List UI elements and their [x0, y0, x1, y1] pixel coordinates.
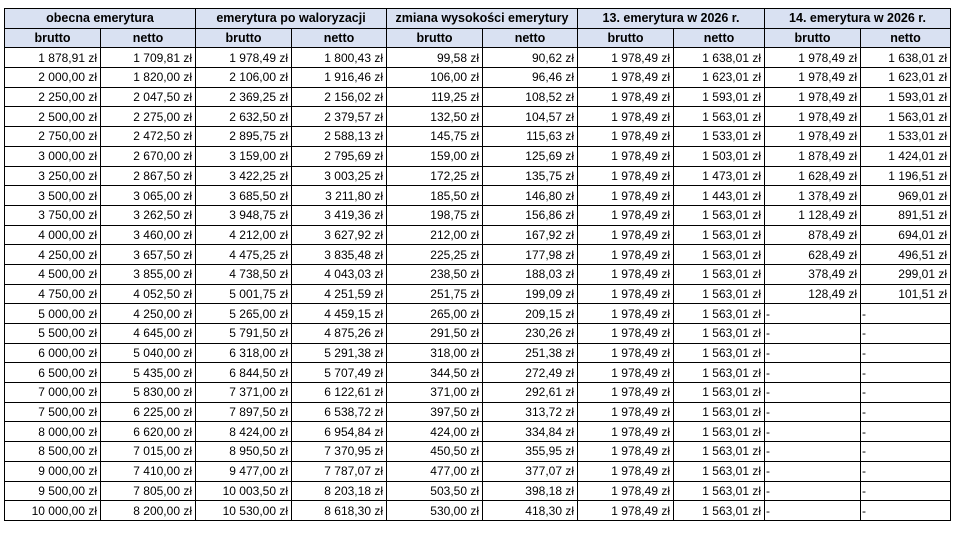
table-cell: 969,01 zł — [861, 186, 951, 206]
table-cell: 3 685,50 zł — [196, 186, 292, 206]
table-cell: 1 638,01 zł — [674, 48, 765, 68]
table-cell: 2 670,00 zł — [101, 146, 196, 166]
header-emerytura-po-waloryzacji: emerytura po waloryzacji — [196, 9, 387, 29]
table-cell: - — [765, 481, 861, 501]
table-cell: 503,50 zł — [387, 481, 483, 501]
table-cell: - — [765, 363, 861, 383]
table-cell: 292,61 zł — [483, 383, 578, 403]
table-cell: 5 435,00 zł — [101, 363, 196, 383]
table-row — [5, 166, 951, 186]
table-cell: 5 001,75 zł — [196, 284, 292, 304]
table-cell: 6 620,00 zł — [101, 422, 196, 442]
table-cell: 145,75 zł — [387, 127, 483, 147]
table-cell: - — [861, 402, 951, 422]
table-cell: - — [861, 501, 951, 521]
table-cell: 1 563,01 zł — [674, 422, 765, 442]
table-cell: 6 225,00 zł — [101, 402, 196, 422]
table-cell: 1 978,49 zł — [578, 245, 674, 265]
column-header: brutto — [5, 28, 101, 48]
table-cell: 2 275,00 zł — [101, 107, 196, 127]
table-cell: 1 563,01 zł — [674, 107, 765, 127]
table-cell: 4 500,00 zł — [5, 264, 101, 284]
table-cell: 4 875,26 zł — [292, 324, 387, 344]
table-body — [5, 48, 951, 521]
table-cell: 2 750,00 zł — [5, 127, 101, 147]
table-cell: 2 795,69 zł — [292, 146, 387, 166]
table-row — [5, 245, 951, 265]
table-cell: 3 855,00 zł — [101, 264, 196, 284]
table-cell: 1 978,49 zł — [765, 68, 861, 88]
table-row — [5, 324, 951, 344]
table-cell: 1 978,49 zł — [578, 383, 674, 403]
table-cell: 90,62 zł — [483, 48, 578, 68]
column-header: netto — [483, 28, 578, 48]
table-cell: - — [765, 343, 861, 363]
table-cell: 1 563,01 zł — [674, 225, 765, 245]
table-row — [5, 284, 951, 304]
table-cell: 9 000,00 zł — [5, 461, 101, 481]
table-cell: - — [861, 442, 951, 462]
table-cell: 2 500,00 zł — [5, 107, 101, 127]
table-cell: 1 196,51 zł — [861, 166, 951, 186]
table-cell: 198,75 zł — [387, 205, 483, 225]
table-cell: 6 122,61 zł — [292, 383, 387, 403]
table-cell: 96,46 zł — [483, 68, 578, 88]
table-cell: 7 015,00 zł — [101, 442, 196, 462]
table-cell: - — [765, 422, 861, 442]
table-cell: - — [765, 383, 861, 403]
table-cell: 5 040,00 zł — [101, 343, 196, 363]
table-cell: 4 250,00 zł — [101, 304, 196, 324]
table-row — [5, 107, 951, 127]
table-cell: 1 978,49 zł — [578, 48, 674, 68]
table-row — [5, 68, 951, 88]
column-header: brutto — [196, 28, 292, 48]
table-cell: - — [861, 324, 951, 344]
table-cell: 230,26 zł — [483, 324, 578, 344]
table-cell: 1 978,49 zł — [578, 264, 674, 284]
table-cell: 1 563,01 zł — [674, 383, 765, 403]
table-cell: 1 978,49 zł — [578, 501, 674, 521]
table-cell: 1 563,01 zł — [674, 363, 765, 383]
table-cell: 2 867,50 zł — [101, 166, 196, 186]
table-cell: 694,01 zł — [861, 225, 951, 245]
table-cell: 398,18 zł — [483, 481, 578, 501]
table-cell: 1 978,49 zł — [578, 146, 674, 166]
table-cell: 418,30 zł — [483, 501, 578, 521]
table-cell: 1 563,01 zł — [674, 481, 765, 501]
table-cell: 8 950,50 zł — [196, 442, 292, 462]
table-cell: 172,25 zł — [387, 166, 483, 186]
header-13-emerytura: 13. emerytura w 2026 r. — [578, 9, 765, 29]
table-cell: 1 978,49 zł — [578, 87, 674, 107]
column-header: netto — [292, 28, 387, 48]
pension-table — [4, 8, 951, 521]
table-cell: 1 563,01 zł — [674, 442, 765, 462]
table-cell: 4 459,15 zł — [292, 304, 387, 324]
header-obecna-emerytura: obecna emerytura — [5, 9, 196, 29]
table-cell: 209,15 zł — [483, 304, 578, 324]
table-cell: 8 500,00 zł — [5, 442, 101, 462]
table-cell: 3 835,48 zł — [292, 245, 387, 265]
column-header: netto — [674, 28, 765, 48]
table-cell: - — [765, 461, 861, 481]
table-cell: 177,98 zł — [483, 245, 578, 265]
column-header: netto — [101, 28, 196, 48]
table-cell: 5 265,00 zł — [196, 304, 292, 324]
table-cell: 188,03 zł — [483, 264, 578, 284]
table-cell: 1 378,49 zł — [765, 186, 861, 206]
header-zmiana-wysokosci: zmiana wysokości emerytury — [387, 9, 578, 29]
table-cell: - — [765, 324, 861, 344]
table-row — [5, 501, 951, 521]
table-cell: 344,50 zł — [387, 363, 483, 383]
table-cell: 9 477,00 zł — [196, 461, 292, 481]
column-header: netto — [861, 28, 951, 48]
table-cell: 125,69 zł — [483, 146, 578, 166]
table-cell: 185,50 zł — [387, 186, 483, 206]
table-cell: 7 410,00 zł — [101, 461, 196, 481]
table-cell: 4 738,50 zł — [196, 264, 292, 284]
table-cell: 7 897,50 zł — [196, 402, 292, 422]
table-cell: 8 200,00 zł — [101, 501, 196, 521]
table-cell: 199,09 zł — [483, 284, 578, 304]
table-cell: 424,00 zł — [387, 422, 483, 442]
table-cell: 6 954,84 zł — [292, 422, 387, 442]
table-row — [5, 225, 951, 245]
table-row — [5, 127, 951, 147]
table-cell: 1 978,49 zł — [578, 442, 674, 462]
table-row — [5, 481, 951, 501]
table-cell: 891,51 zł — [861, 205, 951, 225]
table-cell: 119,25 zł — [387, 87, 483, 107]
table-cell: 212,00 zł — [387, 225, 483, 245]
table-cell: 628,49 zł — [765, 245, 861, 265]
table-cell: 1 800,43 zł — [292, 48, 387, 68]
table-cell: 477,00 zł — [387, 461, 483, 481]
table-cell: 132,50 zł — [387, 107, 483, 127]
table-row — [5, 422, 951, 442]
table-cell: 8 618,30 zł — [292, 501, 387, 521]
table-cell: 108,52 zł — [483, 87, 578, 107]
table-cell: 878,49 zł — [765, 225, 861, 245]
table-cell: 3 003,25 zł — [292, 166, 387, 186]
table-cell: 9 500,00 zł — [5, 481, 101, 501]
table-cell: 355,95 zł — [483, 442, 578, 462]
table-cell: 1 978,49 zł — [578, 127, 674, 147]
table-cell: 1 443,01 zł — [674, 186, 765, 206]
table-cell: 1 978,49 zł — [578, 343, 674, 363]
table-cell: - — [861, 461, 951, 481]
table-cell: 4 251,59 zł — [292, 284, 387, 304]
table-cell: 1 533,01 zł — [674, 127, 765, 147]
table-cell: 8 203,18 zł — [292, 481, 387, 501]
table-row — [5, 304, 951, 324]
column-header: brutto — [387, 28, 483, 48]
table-cell: - — [861, 422, 951, 442]
table-cell: 3 500,00 zł — [5, 186, 101, 206]
table-cell: 251,75 zł — [387, 284, 483, 304]
table-cell: 5 791,50 zł — [196, 324, 292, 344]
table-cell: - — [861, 481, 951, 501]
table-cell: 251,38 zł — [483, 343, 578, 363]
table-cell: 318,00 zł — [387, 343, 483, 363]
table-row — [5, 343, 951, 363]
table-cell: 1 978,49 zł — [196, 48, 292, 68]
column-header: brutto — [578, 28, 674, 48]
table-row — [5, 264, 951, 284]
table-cell: 377,07 zł — [483, 461, 578, 481]
column-header: brutto — [765, 28, 861, 48]
table-cell: 1 978,49 zł — [765, 87, 861, 107]
table-cell: - — [765, 501, 861, 521]
table-cell: 1 916,46 zł — [292, 68, 387, 88]
table-cell: 2 588,13 zł — [292, 127, 387, 147]
table-row — [5, 402, 951, 422]
table-cell: 6 844,50 zł — [196, 363, 292, 383]
table-cell: 2 156,02 zł — [292, 87, 387, 107]
table-cell: - — [765, 304, 861, 324]
table-cell: 2 000,00 zł — [5, 68, 101, 88]
table-cell: 7 000,00 zł — [5, 383, 101, 403]
table-cell: 2 379,57 zł — [292, 107, 387, 127]
table-cell: 4 250,00 zł — [5, 245, 101, 265]
table-cell: 115,63 zł — [483, 127, 578, 147]
table-row — [5, 48, 951, 68]
table-row — [5, 461, 951, 481]
table-cell: 1 978,49 zł — [578, 481, 674, 501]
table-cell: 265,00 zł — [387, 304, 483, 324]
table-cell: 6 000,00 zł — [5, 343, 101, 363]
table-cell: 378,49 zł — [765, 264, 861, 284]
table-cell: 1 424,01 zł — [861, 146, 951, 166]
table-cell: 128,49 zł — [765, 284, 861, 304]
table-cell: 135,75 zł — [483, 166, 578, 186]
table-cell: 1 820,00 zł — [101, 68, 196, 88]
table-cell: 3 262,50 zł — [101, 205, 196, 225]
table-cell: 7 371,00 zł — [196, 383, 292, 403]
table-cell: 1 978,49 zł — [765, 48, 861, 68]
table-cell: 101,51 zł — [861, 284, 951, 304]
table-cell: 4 212,00 zł — [196, 225, 292, 245]
table-cell: 238,50 zł — [387, 264, 483, 284]
table-cell: 3 460,00 zł — [101, 225, 196, 245]
table-cell: 1 978,49 zł — [578, 422, 674, 442]
table-cell: 4 000,00 zł — [5, 225, 101, 245]
pension-table-container — [4, 8, 951, 521]
table-cell: 5 707,49 zł — [292, 363, 387, 383]
table-cell: - — [861, 304, 951, 324]
table-cell: 4 475,25 zł — [196, 245, 292, 265]
table-row — [5, 146, 951, 166]
table-cell: 7 370,95 zł — [292, 442, 387, 462]
table-cell: 3 948,75 zł — [196, 205, 292, 225]
table-cell: 1 978,49 zł — [578, 461, 674, 481]
table-cell: 6 318,00 zł — [196, 343, 292, 363]
table-cell: 1 978,49 zł — [578, 186, 674, 206]
table-cell: - — [861, 343, 951, 363]
table-cell: 3 065,00 zł — [101, 186, 196, 206]
table-cell: 106,00 zł — [387, 68, 483, 88]
table-cell: 1 563,01 zł — [674, 501, 765, 521]
table-cell: 1 593,01 zł — [674, 87, 765, 107]
table-cell: 2 369,25 zł — [196, 87, 292, 107]
table-cell: 1 128,49 zł — [765, 205, 861, 225]
table-cell: 1 978,49 zł — [578, 107, 674, 127]
header-sub-row — [5, 28, 951, 48]
table-cell: 10 003,50 zł — [196, 481, 292, 501]
table-cell: 1 563,01 zł — [674, 245, 765, 265]
table-cell: 4 750,00 zł — [5, 284, 101, 304]
table-cell: - — [765, 402, 861, 422]
table-cell: - — [765, 442, 861, 462]
table-cell: 1 978,49 zł — [578, 402, 674, 422]
table-cell: 3 627,92 zł — [292, 225, 387, 245]
table-cell: 2 047,50 zł — [101, 87, 196, 107]
table-cell: 4 043,03 zł — [292, 264, 387, 284]
table-cell: 7 805,00 zł — [101, 481, 196, 501]
table-cell: 1 638,01 zł — [861, 48, 951, 68]
table-cell: 1 563,01 zł — [674, 205, 765, 225]
table-cell: 1 978,49 zł — [578, 324, 674, 344]
table-cell: 10 530,00 zł — [196, 501, 292, 521]
table-cell: 1 563,01 zł — [861, 107, 951, 127]
table-cell: - — [861, 363, 951, 383]
table-cell: 1 978,49 zł — [765, 127, 861, 147]
table-cell: 5 000,00 zł — [5, 304, 101, 324]
table-cell: 1 628,49 zł — [765, 166, 861, 186]
table-cell: 5 500,00 zł — [5, 324, 101, 344]
table-cell: 1 978,49 zł — [578, 363, 674, 383]
table-cell: 3 657,50 zł — [101, 245, 196, 265]
table-cell: 5 830,00 zł — [101, 383, 196, 403]
table-cell: 291,50 zł — [387, 324, 483, 344]
table-cell: 1 978,49 zł — [578, 166, 674, 186]
table-cell: 313,72 zł — [483, 402, 578, 422]
table-cell: 3 211,80 zł — [292, 186, 387, 206]
table-cell: 496,51 zł — [861, 245, 951, 265]
table-cell: 1 709,81 zł — [101, 48, 196, 68]
table-cell: 167,92 zł — [483, 225, 578, 245]
table-cell: 1 623,01 zł — [674, 68, 765, 88]
table-cell: 299,01 zł — [861, 264, 951, 284]
table-cell: 397,50 zł — [387, 402, 483, 422]
table-cell: 156,86 zł — [483, 205, 578, 225]
table-cell: 6 500,00 zł — [5, 363, 101, 383]
table-cell: 99,58 zł — [387, 48, 483, 68]
table-cell: 3 000,00 zł — [5, 146, 101, 166]
table-cell: 4 645,00 zł — [101, 324, 196, 344]
header-14-emerytura: 14. emerytura w 2026 r. — [765, 9, 951, 29]
table-cell: 8 424,00 zł — [196, 422, 292, 442]
table-cell: 1 978,49 zł — [578, 304, 674, 324]
table-cell: 2 472,50 zł — [101, 127, 196, 147]
table-cell: 1 623,01 zł — [861, 68, 951, 88]
table-row — [5, 442, 951, 462]
table-cell: 1 563,01 zł — [674, 343, 765, 363]
table-cell: 1 978,49 zł — [578, 225, 674, 245]
table-cell: 1 473,01 zł — [674, 166, 765, 186]
table-cell: 4 052,50 zł — [101, 284, 196, 304]
table-cell: 1 978,49 zł — [765, 107, 861, 127]
table-cell: 1 978,49 zł — [578, 68, 674, 88]
table-cell: 1 533,01 zł — [861, 127, 951, 147]
table-cell: - — [861, 383, 951, 403]
table-cell: 450,50 zł — [387, 442, 483, 462]
table-cell: 1 978,49 zł — [578, 284, 674, 304]
table-cell: 8 000,00 zł — [5, 422, 101, 442]
table-row — [5, 186, 951, 206]
table-cell: 1 563,01 zł — [674, 402, 765, 422]
table-cell: 1 563,01 zł — [674, 264, 765, 284]
table-cell: 1 563,01 zł — [674, 324, 765, 344]
table-cell: 272,49 zł — [483, 363, 578, 383]
table-cell: 1 878,49 zł — [765, 146, 861, 166]
table-cell: 225,25 zł — [387, 245, 483, 265]
table-cell: 2 106,00 zł — [196, 68, 292, 88]
table-cell: 7 500,00 zł — [5, 402, 101, 422]
table-cell: 159,00 zł — [387, 146, 483, 166]
table-cell: 3 419,36 zł — [292, 205, 387, 225]
table-cell: 146,80 zł — [483, 186, 578, 206]
table-cell: 1 503,01 zł — [674, 146, 765, 166]
table-cell: 1 593,01 zł — [861, 87, 951, 107]
table-cell: 1 878,91 zł — [5, 48, 101, 68]
table-cell: 371,00 zł — [387, 383, 483, 403]
table-row — [5, 205, 951, 225]
table-cell: 3 159,00 zł — [196, 146, 292, 166]
table-cell: 1 563,01 zł — [674, 461, 765, 481]
table-cell: 6 538,72 zł — [292, 402, 387, 422]
header-group-row — [5, 9, 951, 29]
table-cell: 3 422,25 zł — [196, 166, 292, 186]
table-cell: 104,57 zł — [483, 107, 578, 127]
table-cell: 3 250,00 zł — [5, 166, 101, 186]
table-row — [5, 363, 951, 383]
table-cell: 2 250,00 zł — [5, 87, 101, 107]
table-cell: 5 291,38 zł — [292, 343, 387, 363]
table-cell: 2 632,50 zł — [196, 107, 292, 127]
table-row — [5, 87, 951, 107]
table-cell: 3 750,00 zł — [5, 205, 101, 225]
table-cell: 2 895,75 zł — [196, 127, 292, 147]
table-row — [5, 383, 951, 403]
table-cell: 1 563,01 zł — [674, 304, 765, 324]
table-cell: 1 978,49 zł — [578, 205, 674, 225]
table-cell: 10 000,00 zł — [5, 501, 101, 521]
table-cell: 1 563,01 zł — [674, 284, 765, 304]
table-cell: 334,84 zł — [483, 422, 578, 442]
table-cell: 530,00 zł — [387, 501, 483, 521]
table-cell: 7 787,07 zł — [292, 461, 387, 481]
